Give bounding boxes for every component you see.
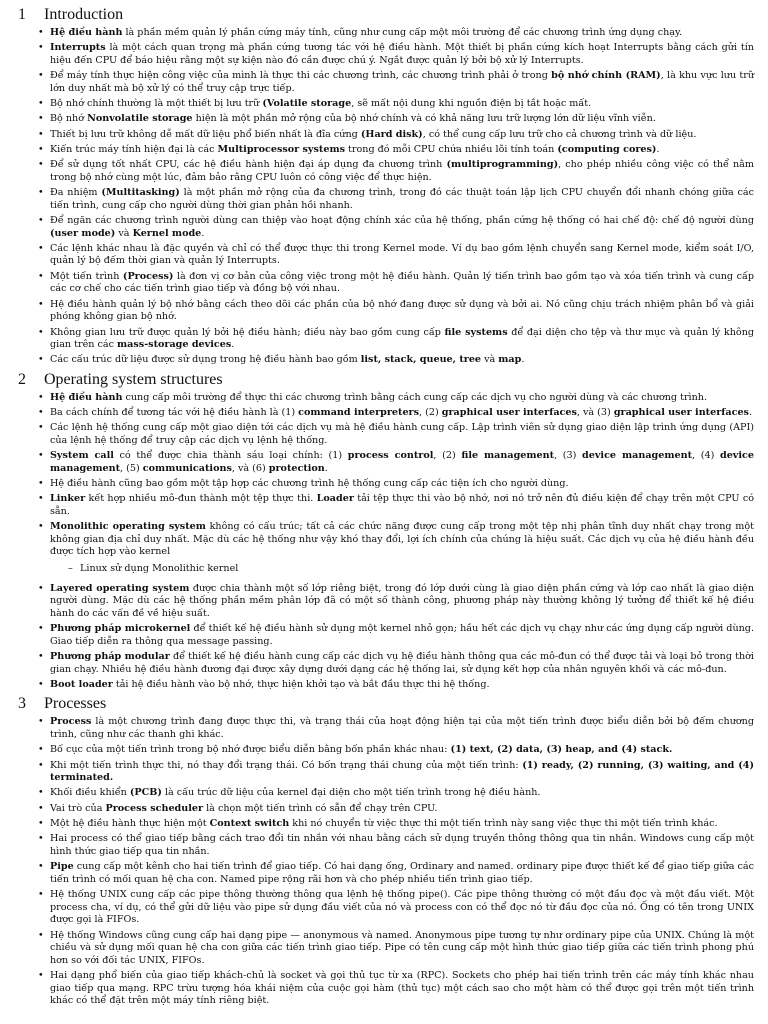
bold-term: (Volatile storage [262,98,352,110]
bullet-list [18,392,754,692]
text-run: Một tiến trình [50,270,123,282]
bold-term: Phương pháp modular [50,651,170,663]
bullet-item [18,299,754,324]
text-run: Không gian lưu trữ được quản lý bởi hệ điều hành; điều này bao gồm cung cấp [50,326,445,338]
text-run: để đại diện cho tệp và thư mục và quản lý không gian trên các [50,326,755,351]
text-run: để thiết kế hệ điều hành cung cấp các dịch vụ hệ điều hành thông qua các mô-đun có thể được tải và loại bỏ trong thời gian chạy. Nhiều hệ điều hành đương đại được xây dựng dưới dạng các hệ thống lai, sử dụng kết hợp của nhân nguyên khối và các mô-đun. [50,651,754,675]
bold-term: (user mode) [50,227,116,239]
bullet-item [18,27,754,40]
text-run: . [324,462,328,474]
bullet-item [18,113,754,126]
section-heading [18,370,754,390]
bold-term: list, stack, queue, tree [360,354,482,366]
document-content [18,5,754,1008]
text-run: là phần mềm quản lý phần cứng máy tính, cũng như cung cấp một môi trường để các chương trình ứng dụng chạy. [122,27,683,38]
text-run: là một phần mở rộng của đa chương trình, trong đó các thuật toán lập lịch CPU chuyển đổi nhanh chóng giữa các tiến trình, cung cấp cho người dùng thời gian phản hồi nhanh. [50,186,754,211]
text-run: cung cấp một kênh cho hai tiến trình để giao tiếp. Có hai dạng ống, Ordinary and named. ordinary pipe được thiết kế để giao tiếp giữa các tiến trình có mối quan hệ cha con. Named pipe rộng rãi hơn và cho phép nhiều tiến trình giao tiếp. [50,861,754,885]
bullet-item [18,861,754,886]
text-run: và [481,354,499,366]
bullet-item [18,478,754,491]
bullet-item [18,787,754,800]
text-run: . [521,354,525,366]
bold-term: Loader [316,493,354,505]
text-run: , có thể cung cấp lưu trữ cho cả chương trình và dữ liệu. [422,128,697,140]
text-run: Các lệnh hệ thống cung cấp một giao diện tới các dịch vụ mà hệ điều hành cung cấp. Lập trình viên sử dụng giao diện lập trình ứng dụng (API) của lệnh hệ thống để truy cập các dịch vụ lệnh hệ thống. [50,422,754,446]
bullet-item [18,215,754,240]
text-run: Khối điều khiển [50,787,130,799]
text-run: , và (6) [231,462,269,474]
text-run: là chọn một tiến trình có sẵn để chạy trên CPU. [203,802,438,814]
text-run: , và (3) [576,406,614,418]
text-run: , (5) [120,462,143,474]
bold-term: communications [142,462,232,474]
text-run: , là khu vực lưu trữ lớn duy nhất mà bộ xử lý có thể truy cập trực tiếp. [50,70,754,94]
text-run: Hệ thống Windows cũng cung cấp hai dạng pipe — anonymous và named. Anonymous pipe tương tự như ordinary pipe của UNIX. Chúng là một chiều và sử dụng mối quan hệ cha con giữa các tiến trình giao tiếp. Pipe có tên cung cấp một hình thức giao tiếp giữa các tiến trình phong phú hơn so với đối tác UNIX, FIFOs. [50,929,754,966]
bullet-item [18,422,754,447]
text-run: . [201,227,205,239]
bold-term: Hệ điều hành [50,27,123,38]
text-run: cung cấp môi trường để thực thi các chương trình bằng cách cung cấp các dịch vụ cho người dùng và các chương trình. [122,391,708,403]
bullet-item [18,271,754,296]
bold-term: command interpreters [298,406,420,418]
bold-term: (Hard disk) [360,128,423,140]
text-run: tải hệ điều hành vào bộ nhớ, thực hiện khởi tạo và bắt đầu thực thi hệ thống. [112,679,490,691]
section-heading [18,694,754,714]
text-run: là đơn vị cơ bản của công việc trong một hệ điều hành. Quản lý tiến trình bao gồm tạo và xóa tiến trình và cung cấp các cơ chế cho các tiến trình giao tiếp và đồng bộ với nhau. [50,270,754,295]
text-run: Bộ nhớ [50,113,88,125]
bold-term: protection [268,462,325,474]
bold-term: (1) text, (2) data, (3) heap, and (4) stack. [450,744,673,756]
text-run: Hệ thống UNIX cung cấp các pipe thông thường thông qua lệnh hệ thống pipe(). Các pipe thông thường có một đầu đọc và một đầu viết. Một process cha, ví dụ, có thể gửi dữ liệu vào pipe sử dụng đầu viết của nó và process con có thể đọc nó từ đầu đọc của nó. Ống có tên trong UNIX được gọi là FIFOs. [50,889,754,926]
bullet-item [18,833,754,858]
text-run: Hai dạng phổ biến của giao tiếp khách-chủ là socket và gọi thủ tục từ xa (RPC). Sockets cho phép hai tiến trình trên các máy tính khác nhau giao tiếp qua mạng. RPC trừu tượng hóa khái niệm của cuộc gọi hàm (thủ tục) một cách sao cho một hàm có thể được gọi trên một tiến trình khác có thể đặt trên một máy tính riêng biệt. [50,970,754,1007]
bullet-item [18,98,754,111]
text-run: là một chương trình đang được thực thi, và trạng thái của hoạt động hiện tại của một tiến trình được biểu diễn bởi bộ đếm chương trình, cũng như các thanh ghi khác. [50,716,754,741]
bullet-item [18,187,754,212]
bullet-item [18,889,754,927]
text-run: có thể được chia thành sáu loại chính: (1) [113,450,348,462]
bold-term: (Process) [122,270,174,282]
text-run: và [115,227,133,239]
bullet-item [18,623,754,648]
text-run: tải tệp thực thi vào bộ nhớ, nơi nó trở nên đủ điều kiện để chạy trên một CPU có sẵn. [50,493,754,517]
bold-term: Multiprocessor systems [217,143,345,155]
bold-term: graphical user interfaces [613,406,749,418]
bold-term: (multiprogramming) [446,159,559,171]
bullet-item [18,679,754,692]
text-run: là một cách quan trọng mà phần cứng tương tác với hệ điều hành. Một thiết bị phần cứng kích hoạt Interrupts bằng cách gửi tín hiệu đến CPU để báo hiệu rằng một sự kiện nào đó cần được chú ý. Ngắt được quản lý bởi bộ xử lý Interrupts. [50,42,754,66]
section-number: 2 [18,370,26,388]
bullet-item [18,716,754,741]
bullet-item [18,243,754,268]
text-run: Một hệ điều hành thực hiện một [50,817,210,829]
bold-term: process control [347,450,434,462]
text-run: được chia thành một số lớp riêng biệt, trong đó lớp dưới cùng là giao diện phần cứng và lớp cao nhất là giao diện người dùng. Mặc dù các hệ thống phần mềm phân lớp đã có một số thành công, phương pháp này thường không lý tưởng để thiết kế hệ điều hành do các vấn đề về hiệu suất. [50,582,754,620]
text-run: Đa nhiệm [50,186,102,198]
bold-term: Monolithic operating system [50,521,206,533]
bold-term: Interrupts [50,42,106,54]
text-run: . [656,143,660,155]
text-run: trong đó mỗi CPU chứa nhiều lõi tính toán [345,143,558,155]
bold-term: Context switch [209,817,290,829]
bold-term: Layered operating system [50,582,190,594]
bullet-item [18,159,754,184]
text-run: Hai process có thể giao tiếp bằng cách trao đổi tin nhắn với nhau bằng cách sử dụng truyền thông thông qua tin nhắn. Windows cung cấp một hình thức giao tiếp qua tin nhắn. [50,833,754,857]
section-title: Introduction [44,6,124,23]
bold-term: (Multitasking) [101,186,180,198]
text-run: , cho phép nhiều công việc có thể nằm trong bộ nhớ cùng một lúc, đảm bảo rằng CPU luôn có công việc để thực hiện. [50,159,754,183]
bullet-list [18,27,754,367]
text-run: Vai trò của [50,802,106,814]
text-run: , (4) [692,450,720,462]
text-run: Khi một tiến trình thực thi, nó thay đổi trạng thái. Có bốn trạng thái chung của một tiến trình: [50,759,523,771]
bold-term: Hệ điều hành [50,391,123,403]
bold-term: file management [461,450,555,462]
bullet-item [18,144,754,157]
text-run: Bố cục của một tiến trình trong bộ nhớ được biểu diễn bằng bốn phần khác nhau: [50,744,451,756]
bullet-item [18,521,754,559]
text-run: khi nó chuyển từ việc thực thi một tiến trình này sang việc thực thi một tiến trình khác. [289,817,718,829]
bold-term: Phương pháp microkernel [50,623,191,635]
bullet-item [18,930,754,968]
bold-term: device management [50,450,754,474]
text-run: là cấu trúc dữ liệu của kernel đại diện cho một tiến trình trong hệ điều hành. [161,787,541,799]
text-run: , sẽ mất nội dung khi nguồn điện bị tắt hoặc mất. [351,98,592,110]
text-run: Ba cách chính để tương tác với hệ điều hành là (1) [50,406,299,418]
text-run: , (2) [419,406,442,418]
bold-term: map [498,354,522,366]
bullet-item [18,392,754,405]
bold-term: bộ nhớ chính (RAM) [551,70,661,82]
text-run: Để sử dụng tốt nhất CPU, các hệ điều hành hiện đại áp dụng đa chương trình [50,159,447,171]
text-run: không có cấu trúc; tất cả các chức năng được cung cấp trong một tệp nhị phân tĩnh duy nhất chạy trong một không gian địa chỉ duy nhất. Mặc dù các hệ thống như vậy khó thay đổi, lợi ích chính của chúng là hiệu suất. Các dịch vụ của hệ điều hành đều được tích hợp vào kernel [50,521,754,558]
bold-term: Nonvolatile storage [87,113,193,125]
bullet-item [18,129,754,142]
text-run: . [748,406,753,418]
bold-term: (PCB) [129,787,162,799]
bold-term: (computing cores) [557,143,657,155]
section-number: 3 [18,695,26,713]
bullet-item [18,354,754,367]
bullet-list [18,716,754,1008]
text-run: kết hợp nhiều mô-đun thành một tệp thực thi. [85,493,317,505]
bullet-item [18,651,754,676]
section-title: Processes [44,695,107,713]
text-run: để thiết kế hệ điều hành sử dụng một kernel nhỏ gọn; hầu hết các dịch vụ chạy như các ứng dụng cấp người dùng. Giao tiếp diễn ra thông qua message passing. [50,623,754,647]
bold-term: Process [50,716,92,728]
bullet-item [18,818,754,831]
bullet-item [18,803,754,816]
bold-term: Linker [50,493,86,505]
text-run: Các cấu trúc dữ liệu được sử dụng trong hệ điều hành bao gồm [50,354,361,366]
text-run: Hệ điều hành cũng bao gồm một tập hợp các chương trình hệ thống cung cấp các tiện ích cho người dùng. [50,477,569,489]
bold-term: Boot loader [50,679,113,691]
sub-bullet-item: – Linux sử dụng Monolithic kernel [18,563,754,576]
bold-term: System call [50,450,114,462]
bullet-item [18,744,754,757]
bold-term: mass-storage devices [117,339,232,351]
bold-term: Process scheduler [105,802,204,814]
text-run: Hệ điều hành quản lý bộ nhớ bằng cách theo dõi các phần của bộ nhớ đang được sử dụng và bởi ai. Nó cũng chịu trách nhiệm phân bổ và giải phóng không gian bộ nhớ. [50,298,754,323]
text-run: , (2) [433,450,462,462]
bullet-item [18,583,754,621]
bullet-item [18,450,754,475]
bullet-item [18,327,754,352]
bold-term: (1) ready, (2) running, (3) waiting, and (4) terminated. [50,759,754,784]
bold-term: graphical user interfaces [441,406,577,418]
bullet-item [18,760,754,785]
bold-term: Pipe [50,861,74,873]
section-heading [18,5,754,25]
bullet-item [18,407,754,420]
text-run: Thiết bị lưu trữ không dễ mất dữ liệu phổ biến nhất là đĩa cứng [50,128,361,140]
bullet-item [18,42,754,67]
bullet-item [18,970,754,1008]
text-run: Để máy tính thực hiện công việc của mình là thực thi các chương trình, các chương trình phải ở trong [50,70,552,82]
bullet-item [18,70,754,95]
bold-term: file systems [444,326,508,338]
text-run: Kiến trúc máy tính hiện đại là các [50,143,218,155]
bold-term: device management [582,450,693,462]
bullet-item [18,493,754,518]
text-run: . [231,339,235,351]
text-run: Bộ nhớ chính thường là một thiết bị lưu trữ [50,98,263,110]
text-run: hiện là một phần mở rộng của bộ nhớ chính và có khả năng lưu trữ lượng lớn dữ liệu vĩnh viễn. [192,113,656,125]
section-title: Operating system structures [44,370,223,388]
text-run: Để ngăn các chương trình người dùng can thiệp vào hoạt động chính xác của hệ thống, phần cứng hệ thống có hai chế độ: chế độ người dùng [50,214,754,226]
bold-term: Kernel mode [132,227,202,239]
text-run: Các lệnh khác nhau là đặc quyền và chỉ có thể được thực thi trong Kernel mode. Ví dụ bao gồm lệnh chuyển sang Kernel mode, kiểm soát I/O, quản lý bộ đếm thời gian và quản lý Interrupts. [50,242,754,267]
section-number: 1 [18,6,26,23]
text-run: , (3) [554,450,583,462]
